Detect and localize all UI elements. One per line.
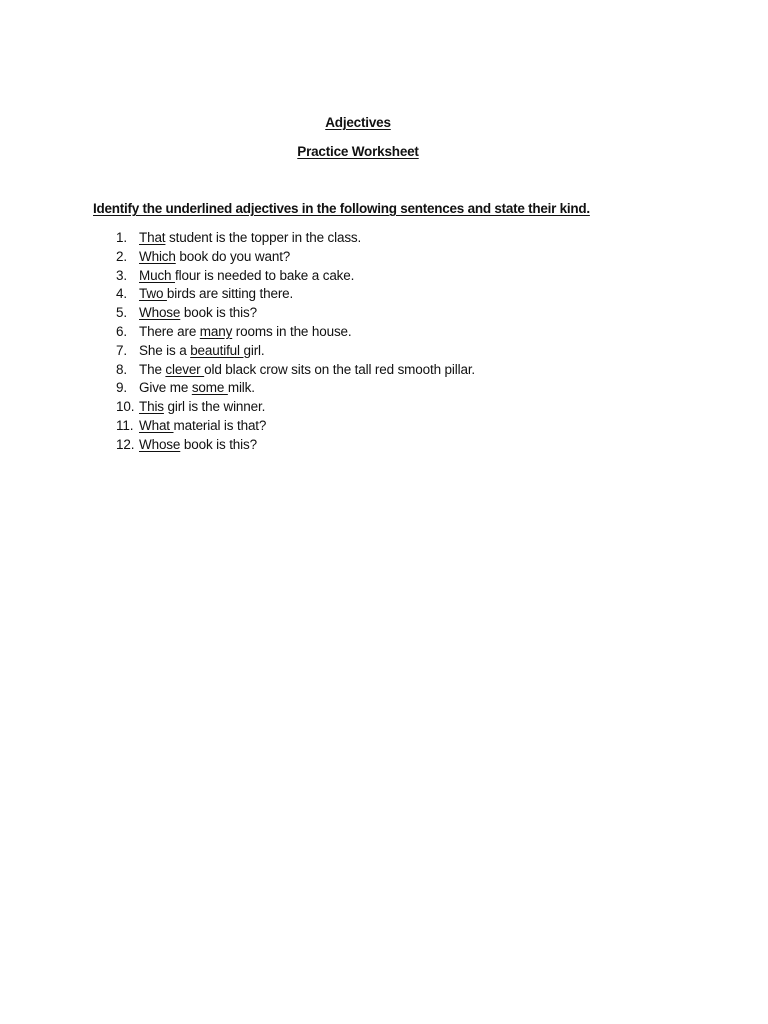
underlined-adjective: What xyxy=(139,417,174,433)
underlined-adjective: beautiful xyxy=(190,342,244,358)
sentence xyxy=(139,417,266,436)
sentence xyxy=(139,323,352,342)
item-number: 10. xyxy=(116,399,135,415)
sentence xyxy=(139,436,257,455)
sentence xyxy=(139,248,290,267)
item-number: 8. xyxy=(116,361,127,377)
sentence-after: student is the topper in the class. xyxy=(165,230,362,245)
underlined-adjective: Much xyxy=(139,267,176,283)
item-number: 12. xyxy=(116,436,135,452)
item-number: 11. xyxy=(116,417,134,433)
sentence xyxy=(139,229,361,248)
sentence xyxy=(139,398,265,417)
sentence-after: girl. xyxy=(243,342,265,358)
sentence-before: The xyxy=(139,361,166,377)
item-number: 2. xyxy=(116,248,127,264)
document-subtitle: Practice Worksheet xyxy=(297,144,419,159)
sentence-after: milk. xyxy=(227,380,255,396)
underlined-adjective: Two xyxy=(139,286,167,302)
sentence-after: girl is the winner. xyxy=(163,399,266,415)
sentence-after: book do you want? xyxy=(175,248,291,264)
item-number: 9. xyxy=(116,380,127,396)
underlined-adjective: many xyxy=(199,323,233,339)
underlined-adjective: That xyxy=(139,230,166,245)
sentence-before: Give me xyxy=(139,380,192,396)
sentence-after: material is that? xyxy=(173,417,267,433)
underlined-adjective: clever xyxy=(165,361,205,377)
sentence xyxy=(139,285,293,304)
underlined-adjective: Whose xyxy=(139,436,181,452)
instruction-text: Identify the underlined adjectives in the following sentences and state their kind. xyxy=(93,201,590,216)
sentence xyxy=(139,361,475,380)
sentence-before: She is a xyxy=(139,342,191,358)
item-number: 4. xyxy=(116,286,127,302)
sentence xyxy=(139,342,265,361)
item-number: 7. xyxy=(116,342,127,358)
sentence xyxy=(139,379,255,398)
item-number: 1. xyxy=(116,230,127,245)
document-title: Adjectives xyxy=(325,115,391,130)
item-number: 5. xyxy=(116,305,127,321)
sentence-after: book is this? xyxy=(180,305,257,321)
underlined-adjective: Whose xyxy=(139,305,181,321)
sentence-before: There are xyxy=(139,323,200,339)
underlined-adjective: This xyxy=(139,399,164,415)
item-number: 3. xyxy=(116,267,127,283)
underlined-adjective: some xyxy=(191,380,228,396)
sentence-after: rooms in the house. xyxy=(232,323,352,339)
sentence-after: old black crow sits on the tall red smooth pillar. xyxy=(204,361,476,377)
sentence xyxy=(139,267,354,286)
sentence-after: flour is needed to bake a cake. xyxy=(175,267,355,283)
sentence-after: book is this? xyxy=(180,436,257,452)
underlined-adjective: Which xyxy=(139,248,176,264)
sentence-after: birds are sitting there. xyxy=(166,286,294,302)
item-number: 6. xyxy=(116,323,127,339)
sentence xyxy=(139,304,257,323)
